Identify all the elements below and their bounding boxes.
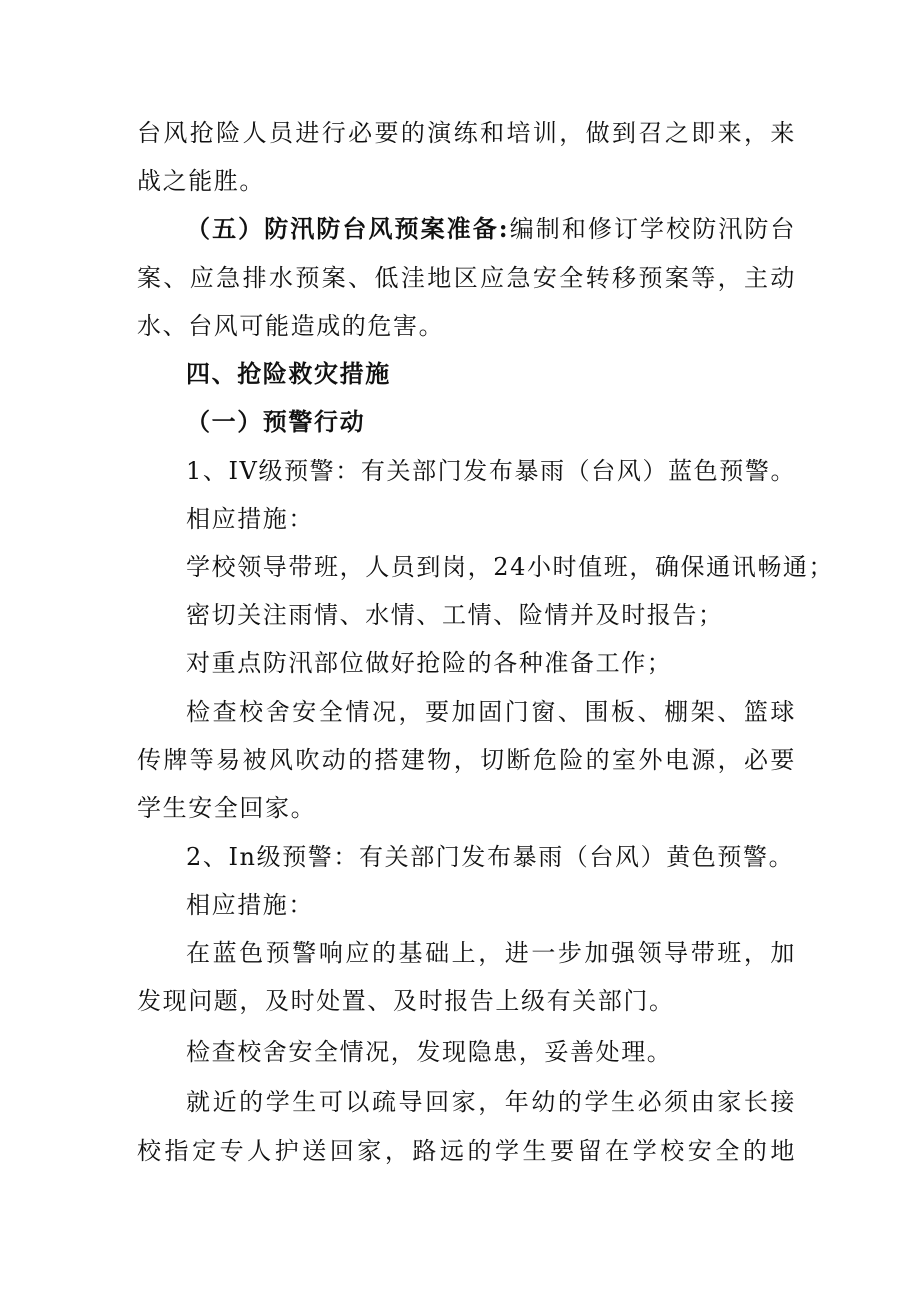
- paragraph-line: 校指定专人护送回家，路远的学生要留在学校安全的地: [137, 1137, 796, 1165]
- paragraph-line: 就近的学生可以疏导回家，年幼的学生必须由家长接: [186, 1088, 796, 1116]
- paragraph-line: 相应措施：: [186, 505, 314, 533]
- paragraph-line: [0, 213, 796, 245]
- paragraph-line: 1、IV级预警：有关部门发布暴雨（台风）蓝色预警。: [186, 457, 797, 485]
- paragraph-line: 学校领导带班，人员到岗，24小时值班，确保通讯畅通；: [186, 553, 835, 581]
- paragraph-line: 台风抢险人员进行必要的演练和培训，做到召之即来，来: [137, 119, 796, 147]
- paragraph-line: 传牌等易被风吹动的搭建物，切断危险的室外电源，必要: [137, 746, 796, 774]
- paragraph-line: 学生安全回家。: [137, 794, 317, 822]
- paragraph-line: 水、台风可能造成的危害。: [137, 312, 445, 340]
- paragraph-text: 编制和修订学校防汛防台: [509, 215, 796, 243]
- paragraph-line: 发现问题，及时处置、及时报告上级有关部门。: [137, 987, 675, 1015]
- paragraph-line: 对重点防汛部位做好抢险的各种准备工作；: [186, 649, 673, 677]
- paragraph-line: 检查校舍安全情况，要加固门窗、围板、棚架、篮球: [186, 698, 796, 726]
- paragraph-line: 密切关注雨情、水情、工情、险情并及时报告；: [186, 601, 724, 629]
- paragraph-line: 检查校舍安全情况，发现隐患，妥善处理。: [186, 1038, 673, 1066]
- subsection-heading: （一）预警行动: [186, 407, 366, 436]
- paragraph-line: 相应措施：: [186, 891, 314, 919]
- paragraph-line: 战之能胜。: [137, 167, 265, 195]
- paragraph-line: 2、In级预警：有关部门发布暴雨（台风）黄色预警。: [186, 843, 795, 871]
- paragraph-line: 案、应急排水预案、低洼地区应急安全转移预案等，主动: [137, 264, 796, 292]
- paragraph-line: 在蓝色预警响应的基础上，进一步加强领导带班，加: [186, 939, 796, 967]
- section-heading-inline: （五）防汛防台风预案准备:: [186, 214, 510, 243]
- section-heading: 四、抢险救灾措施: [186, 359, 391, 388]
